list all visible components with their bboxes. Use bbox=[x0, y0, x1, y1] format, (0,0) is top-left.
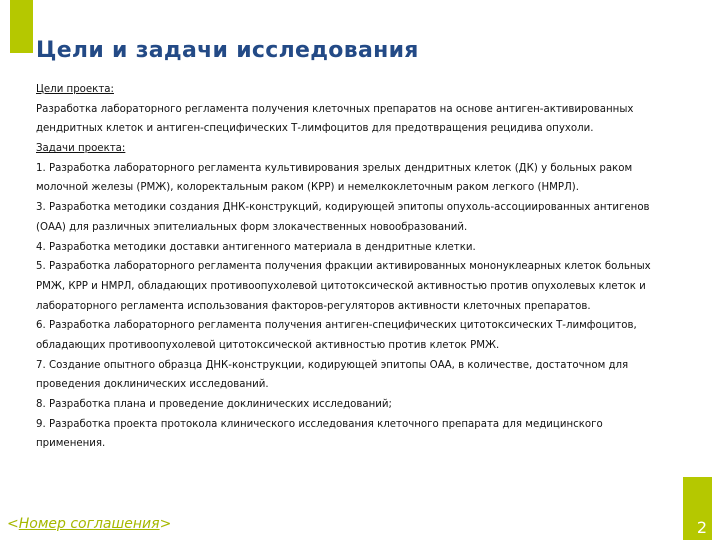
footer-bracket-close: > bbox=[159, 516, 172, 532]
text-line: применения. bbox=[36, 438, 106, 450]
section-heading: Цели проекта: bbox=[36, 84, 114, 95]
text-line: (ОАА) для различных эпителиальных форм злокачественных новообразований. bbox=[36, 221, 468, 233]
text-line: 6. Разработка лабораторного регламента получения антиген-специфических цитотоксических Т-лимфоцитов, bbox=[36, 320, 637, 332]
slide-body bbox=[36, 80, 706, 454]
footer bbox=[7, 516, 171, 532]
text-line: 3. Разработка методики создания ДНК-конструкций, кодирующей эпитопы опухоль-ассоциированных антигенов bbox=[36, 202, 650, 214]
text-line: проведения доклинических исследований. bbox=[36, 379, 269, 391]
text-line: обладающих противоопухолевой цитотоксической активностью против клеток РМЖ. bbox=[36, 339, 500, 351]
page-number-box bbox=[683, 477, 712, 540]
accent-bar bbox=[10, 0, 33, 53]
footer-bracket-open: < bbox=[7, 516, 19, 532]
text-line: 5. Разработка лабораторного регламента получения фракции активированных мононуклеарных клеток больных bbox=[36, 261, 651, 273]
text-line: РМЖ, КРР и НМРЛ, обладающих противоопухолевой цитотоксической активностью против опухолевых клеток и bbox=[36, 280, 646, 292]
section-heading: Задачи проекта: bbox=[36, 143, 126, 155]
text-line: 8. Разработка плана и проведение доклинических исследований; bbox=[36, 399, 392, 410]
text-line: 9. Разработка проекта протокола клинического исследования клеточного препарата для медицинского bbox=[36, 418, 603, 430]
text-line: 1. Разработка лабораторного регламента культивирования зрелых дендритных клеток (ДК) у больных раком bbox=[36, 162, 633, 174]
text-line: 4. Разработка методики доставки антигенного материала в дендритные клетки. bbox=[36, 241, 476, 253]
text-line: Разработка лабораторного регламента получения клеточных препаратов на основе антиген-активированных bbox=[36, 103, 634, 115]
slide-title: Цели и задачи исследования bbox=[36, 38, 419, 63]
text-line: 7. Создание опытного образца ДНК-конструкции, кодирующей эпитопы ОАА, в количестве, достаточном для bbox=[36, 359, 629, 371]
text-line: молочной железы (РМЖ), колоректальным раком (КРР) и немелкоклеточным раком легкого (НМРЛ). bbox=[36, 182, 579, 194]
text-line: дендритных клеток и антиген-специфических Т-лимфоцитов для предотвращения рецидива опухоли. bbox=[36, 123, 594, 135]
text-line: лабораторного регламента использования факторов-регуляторов активности клеточных препаратов. bbox=[36, 300, 591, 312]
agreement-number-link[interactable]: Номер соглашения bbox=[18, 516, 160, 532]
page-number: 2 bbox=[696, 518, 707, 537]
